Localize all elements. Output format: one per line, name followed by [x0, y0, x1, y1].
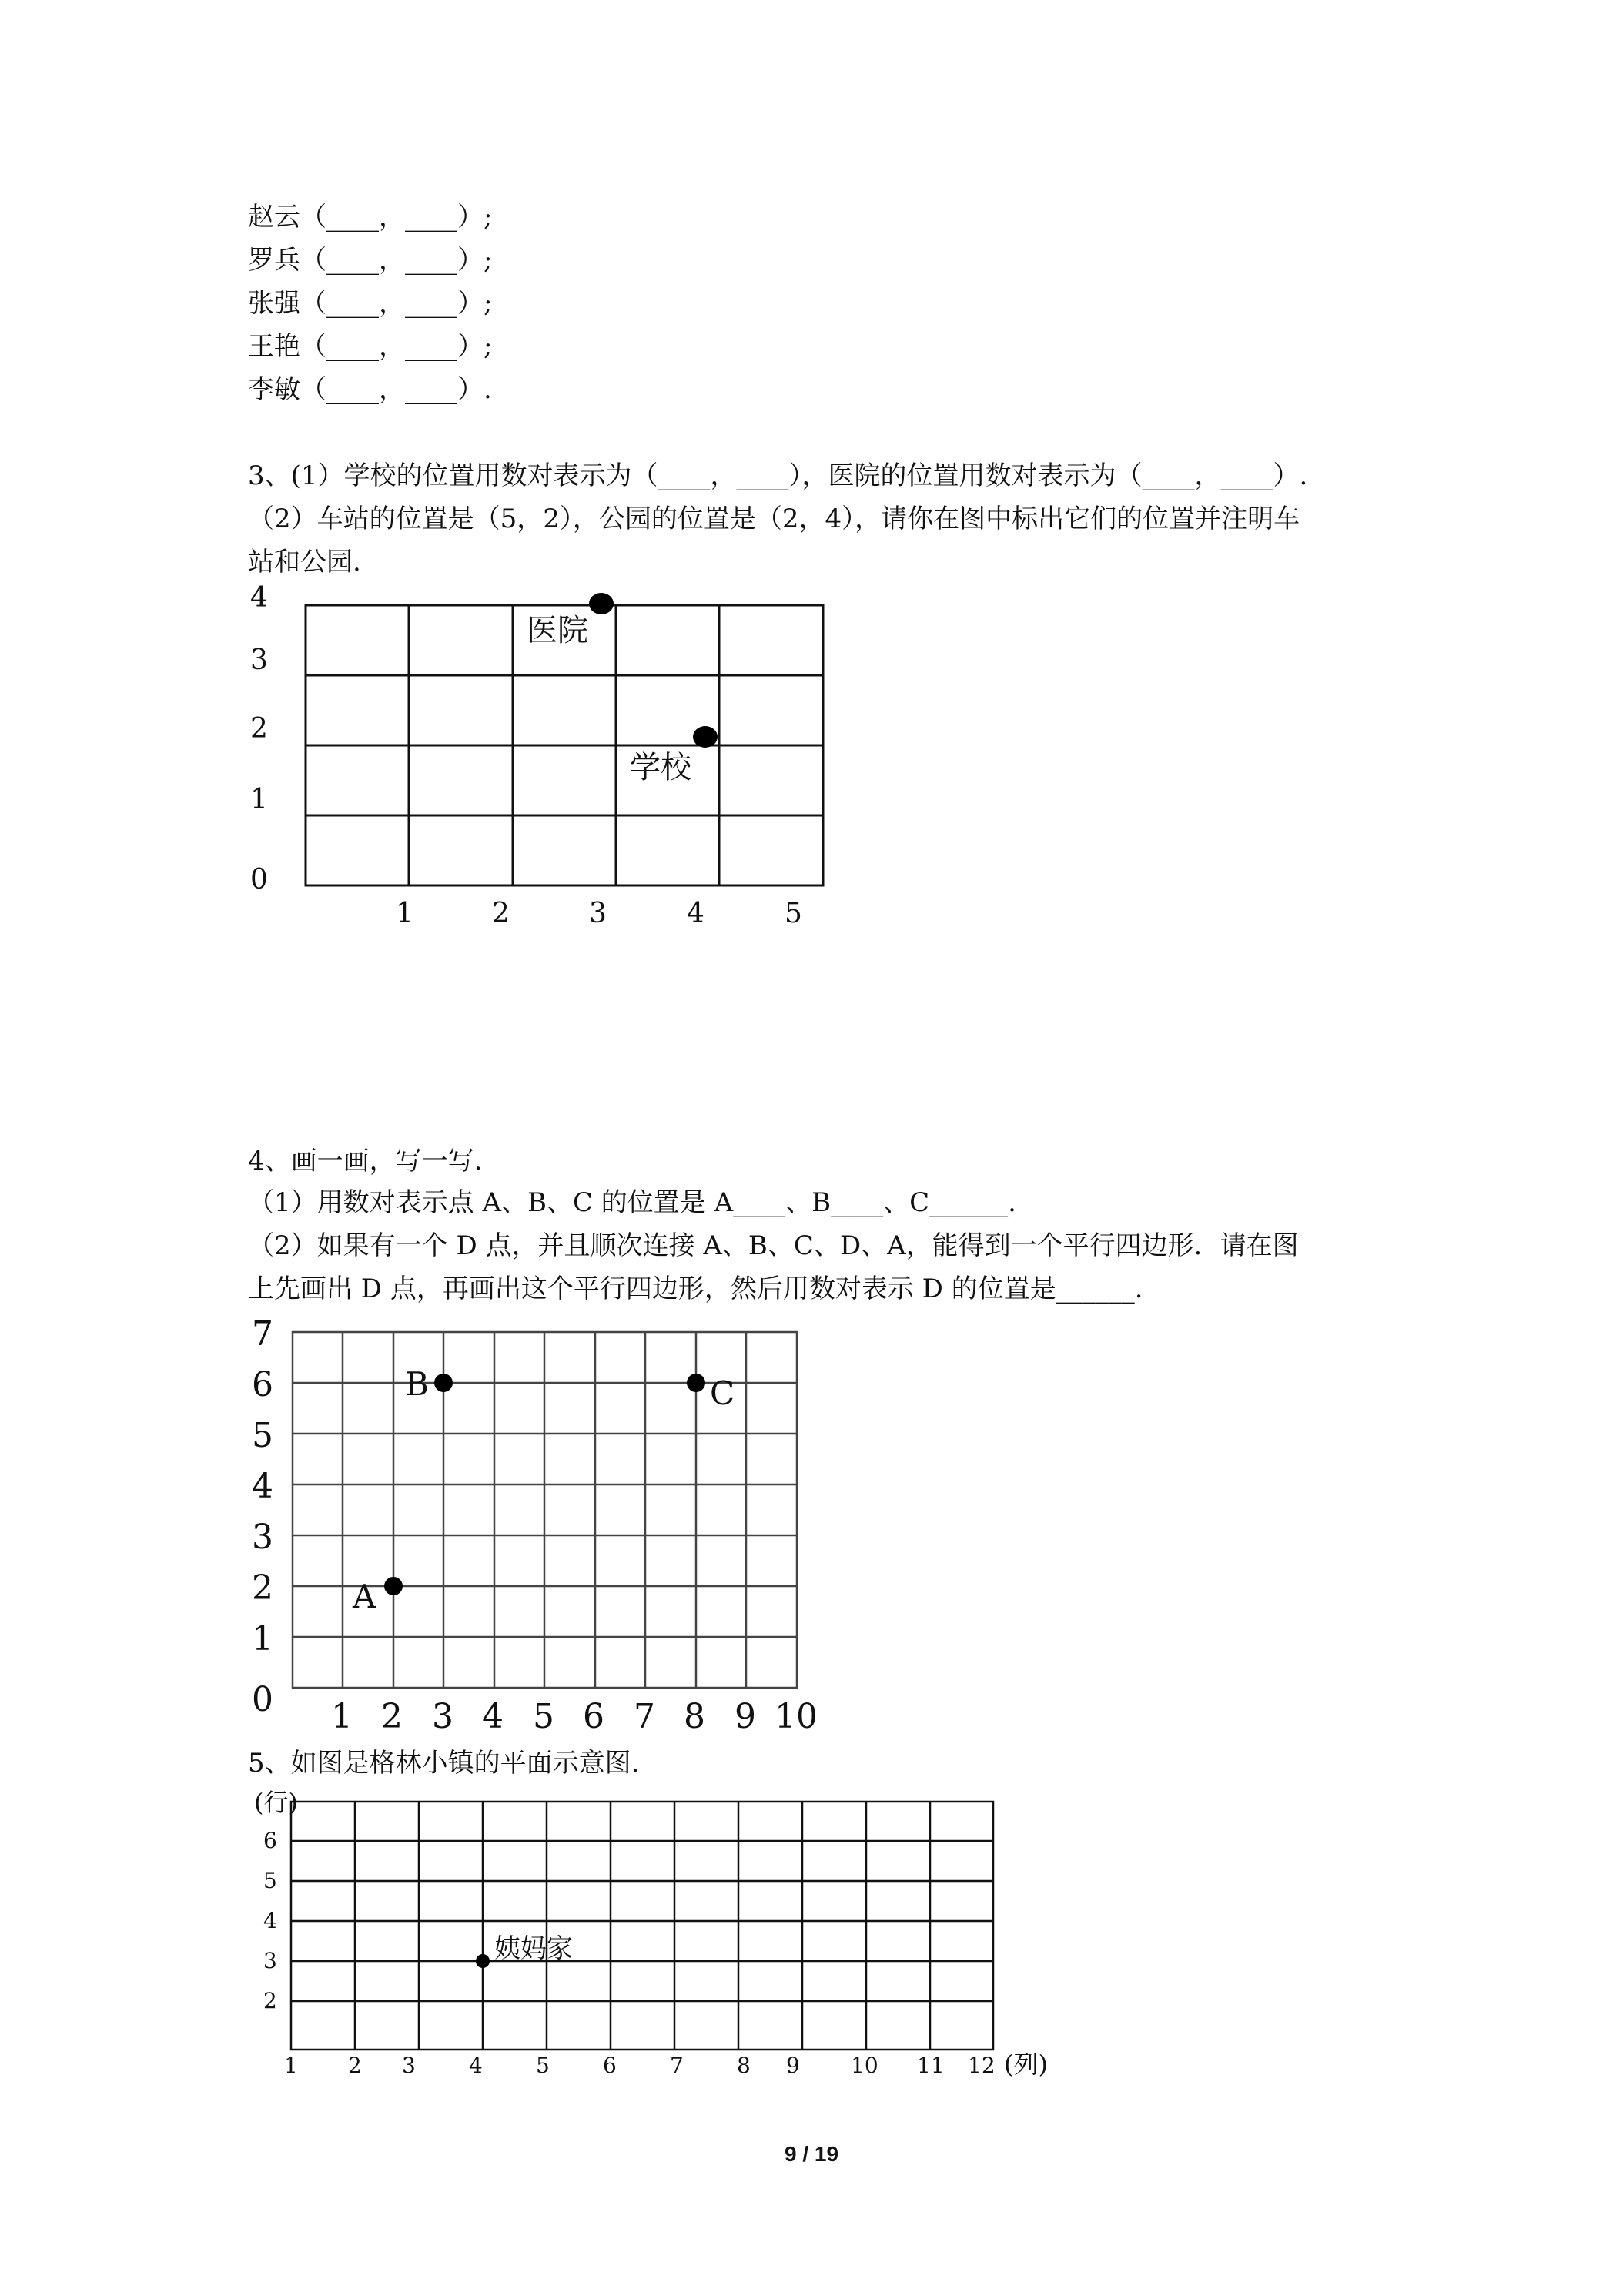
q3-y-tick-3: 3	[250, 644, 268, 676]
q5-x-tick-6: 6	[603, 2053, 617, 2078]
q3-label-school: 学校	[630, 750, 691, 785]
page-number: 9 / 19	[784, 2142, 839, 2166]
q5-y-tick-4: 4	[263, 1908, 277, 1933]
q4-x-tick-5: 5	[533, 1697, 554, 1736]
q5-x-tick-5: 5	[536, 2053, 550, 2078]
q4-x-tick-3: 3	[432, 1697, 453, 1736]
q3-question-line-1: 3、(1）学校的位置用数对表示为（____，____），医院的位置用数对表示为（____，____）.	[248, 460, 1308, 491]
q4-x-tick-1: 1	[331, 1697, 353, 1736]
q4-title: 4、画一画，写一写.	[248, 1146, 483, 1176]
q4-question-line-3: 上先画出 D 点，再画出这个平行四边形，然后用数对表示 D 的位置是______.	[248, 1274, 1143, 1304]
q4-y-tick-5: 5	[252, 1416, 273, 1455]
q5-y-tick-6: 6	[263, 1828, 277, 1853]
q5-y-tick-5: 5	[263, 1868, 277, 1893]
q3-question-line-2: （2）车站的位置是（5，2），公园的位置是（2，4），请你在图中标出它们的位置并注明车	[248, 504, 1300, 534]
q4-y-tick-6: 6	[252, 1365, 273, 1404]
q3-x-tick-5: 5	[785, 898, 802, 929]
q5-x-tick-9: 9	[786, 2053, 800, 2078]
q3-x-tick-1: 1	[396, 898, 413, 929]
q5-point-aunt-house	[476, 1954, 490, 1968]
answer-line-luobing: 罗兵（____，____）;	[248, 245, 493, 276]
answer-line-limin: 李敏（____，____）.	[248, 374, 492, 405]
q4-x-tick-10: 10	[775, 1697, 818, 1736]
q4-y-tick-4: 4	[252, 1467, 273, 1506]
q5-y-tick-2: 2	[263, 1988, 277, 2013]
q5-x-tick-3: 3	[402, 2053, 416, 2078]
q5-x-tick-11: 11	[917, 2053, 945, 2078]
q3-y-tick-2: 2	[250, 713, 268, 745]
q4-y-tick-1: 1	[252, 1619, 273, 1658]
q5-x-tick-10: 10	[851, 2053, 878, 2078]
q5-x-tick-1: 1	[284, 2053, 298, 2078]
q3-label-hospital: 医院	[527, 613, 588, 648]
q3-x-tick-4: 4	[687, 898, 704, 929]
q4-label-a: A	[353, 1578, 376, 1615]
q4-x-tick-6: 6	[583, 1697, 604, 1736]
q5-x-tick-8: 8	[737, 2053, 751, 2078]
q3-x-tick-3: 3	[589, 898, 607, 929]
q4-y-tick-0: 0	[252, 1680, 273, 1719]
q3-y-tick-4: 4	[250, 582, 268, 614]
q5-x-tick-12: 12	[968, 2053, 996, 2078]
q5-x-tick-2: 2	[348, 2053, 362, 2078]
q3-y-tick-1: 1	[250, 784, 268, 815]
q5-y-axis-label: (行)	[254, 1788, 298, 1817]
answer-line-wangyan: 王艳（____，____）;	[248, 331, 493, 362]
q4-label-c: C	[710, 1374, 735, 1412]
q4-label-b: B	[405, 1365, 429, 1403]
q3-x-tick-2: 2	[492, 898, 510, 929]
q5-x-tick-4: 4	[469, 2053, 483, 2078]
q5-label-aunt-house: 姨妈家	[494, 1933, 573, 1964]
q3-y-tick-0: 0	[250, 864, 268, 895]
q4-question-line-1: （1）用数对表示点 A、B、C 的位置是 A____、B____、C______.	[248, 1187, 1016, 1218]
answer-line-zhangqiang: 张强（____，____）;	[248, 288, 493, 319]
answer-line-zhaoyun: 赵云（____，____）;	[248, 202, 493, 233]
q4-x-tick-2: 2	[381, 1697, 403, 1736]
q4-question-line-2: （2）如果有一个 D 点，并且顺次连接 A、B、C、D、A，能得到一个平行四边形．请在图	[248, 1230, 1299, 1261]
q5-title: 5、如图是格林小镇的平面示意图.	[248, 1748, 640, 1779]
q4-x-tick-9: 9	[735, 1697, 756, 1736]
q4-x-tick-8: 8	[684, 1697, 705, 1736]
q4-y-tick-3: 3	[252, 1518, 273, 1557]
q4-x-tick-4: 4	[482, 1697, 504, 1736]
q4-y-tick-2: 2	[252, 1568, 273, 1608]
q3-question-line-3: 站和公园.	[248, 547, 361, 577]
q5-y-tick-3: 3	[263, 1948, 277, 1973]
q5-x-axis-label: (列)	[1004, 2050, 1048, 2079]
q4-x-tick-7: 7	[634, 1697, 655, 1736]
q4-y-tick-7: 7	[252, 1314, 273, 1354]
q5-x-tick-7: 7	[670, 2053, 684, 2078]
